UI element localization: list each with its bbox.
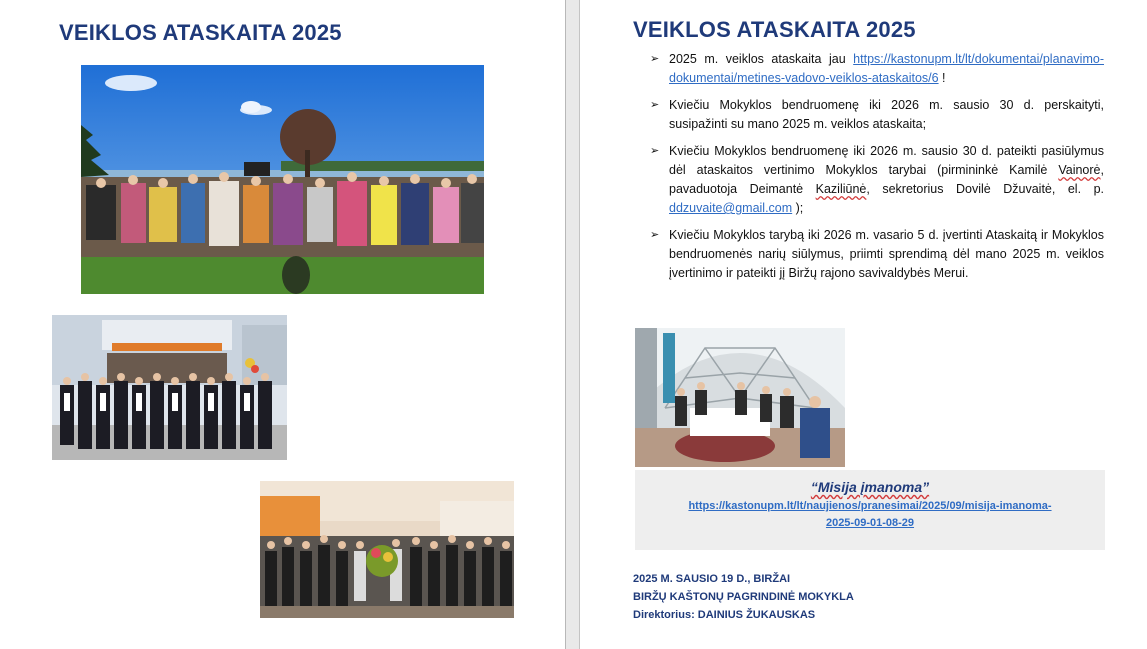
arrow-bullet-icon: ➢ [650,229,660,241]
bullet-1-text: 2025 m. veiklos ataskaita jau [669,52,854,66]
bullet-3-text-c: , sekretorius Dovilė Džuvaitė, el. p. [866,182,1104,196]
footer-date-place: 2025 M. SAUSIO 19 D., BIRŽAI [633,573,791,585]
bullet-3-text-b: , pavaduotoja Deimantė [669,163,1104,196]
arrow-bullet-icon: ➢ [650,145,660,157]
group-photo-by-lake[interactable] [81,65,484,294]
bullet-report-published [650,50,1104,88]
staff-photo-image [52,315,287,460]
footer-school: BIRŽŲ KAŠTONŲ PAGRINDINĖ MOKYKLA [633,591,854,603]
email-link[interactable]: ddzuvaite@gmail.com [669,201,793,215]
footer-director: Direktorius: DAINIUS ŽUKAUSKAS [633,609,816,621]
mission-title [635,479,1105,495]
arrow-bullet-icon: ➢ [650,53,660,65]
meeting-photo-in-dome[interactable] [635,328,845,467]
crowd-photo-image [260,481,514,618]
deputy-name: Kaziliūnė [815,182,867,196]
bullet-3-text-d: ); [792,201,804,215]
page-divider-left [565,0,566,649]
bullet-3-text-a: Kviečiu Mokyklos bendruomenę iki 2026 m. sausio 30 d. pateikti pasiūlymus dėl ataskaitos vertinimo Mokyklos tarybai (pirmininkė Kamilė [669,144,1104,177]
report-link[interactable]: https://kastonupm.lt/lt/dokumentai/planavimo-dokumentai/metines-vadovo-veiklos-ataskaitos/6 [669,52,1104,85]
bullet-list [650,50,1104,283]
staff-photo-at-school-entrance[interactable] [52,315,287,460]
bullet-1-suffix: ! [938,71,946,85]
mission-link[interactable]: https://kastonupm.lt/lt/naujienos/pranesimai/2025/09/misija-imanoma-2025-09-01-08-29 [688,500,1052,529]
left-page-title: VEIKLOS ATASKAITA 2025 [59,20,342,45]
bullet-4-text: Kviečiu Mokyklos tarybą iki 2026 m. vasario 5 d. įvertinti Ataskaitą ir Mokyklos bendruomenės narių siūlymus, priimti sprendimą dėl mano 2025 m. veiklos įvertinimo ir pateikti jį Biržų rajono savivaldybės Merui. [669,228,1104,280]
page-gutter [565,0,580,649]
mission-title-text: “Misija įmanoma” [810,479,930,495]
right-page [580,0,1147,649]
chair-name: Vainorė [1058,163,1101,177]
crowd-photo-in-hall[interactable] [260,481,514,618]
mission-box [635,470,1105,550]
bullet-2-text: Kviečiu Mokyklos bendruomenę iki 2026 m. sausio 30 d. perskaityti, susipažinti su mano 2025 m. veiklos ataskaita; [669,98,1104,131]
meeting-photo-image [635,328,845,467]
footer [633,570,854,624]
bullet-submit-proposals [650,142,1104,218]
right-page-title: VEIKLOS ATASKAITA 2025 [633,17,916,42]
bullet-council-evaluation [650,226,1104,283]
group-photo-image [81,65,484,294]
left-page [0,0,565,649]
arrow-bullet-icon: ➢ [650,99,660,111]
bullet-read-report [650,96,1104,134]
